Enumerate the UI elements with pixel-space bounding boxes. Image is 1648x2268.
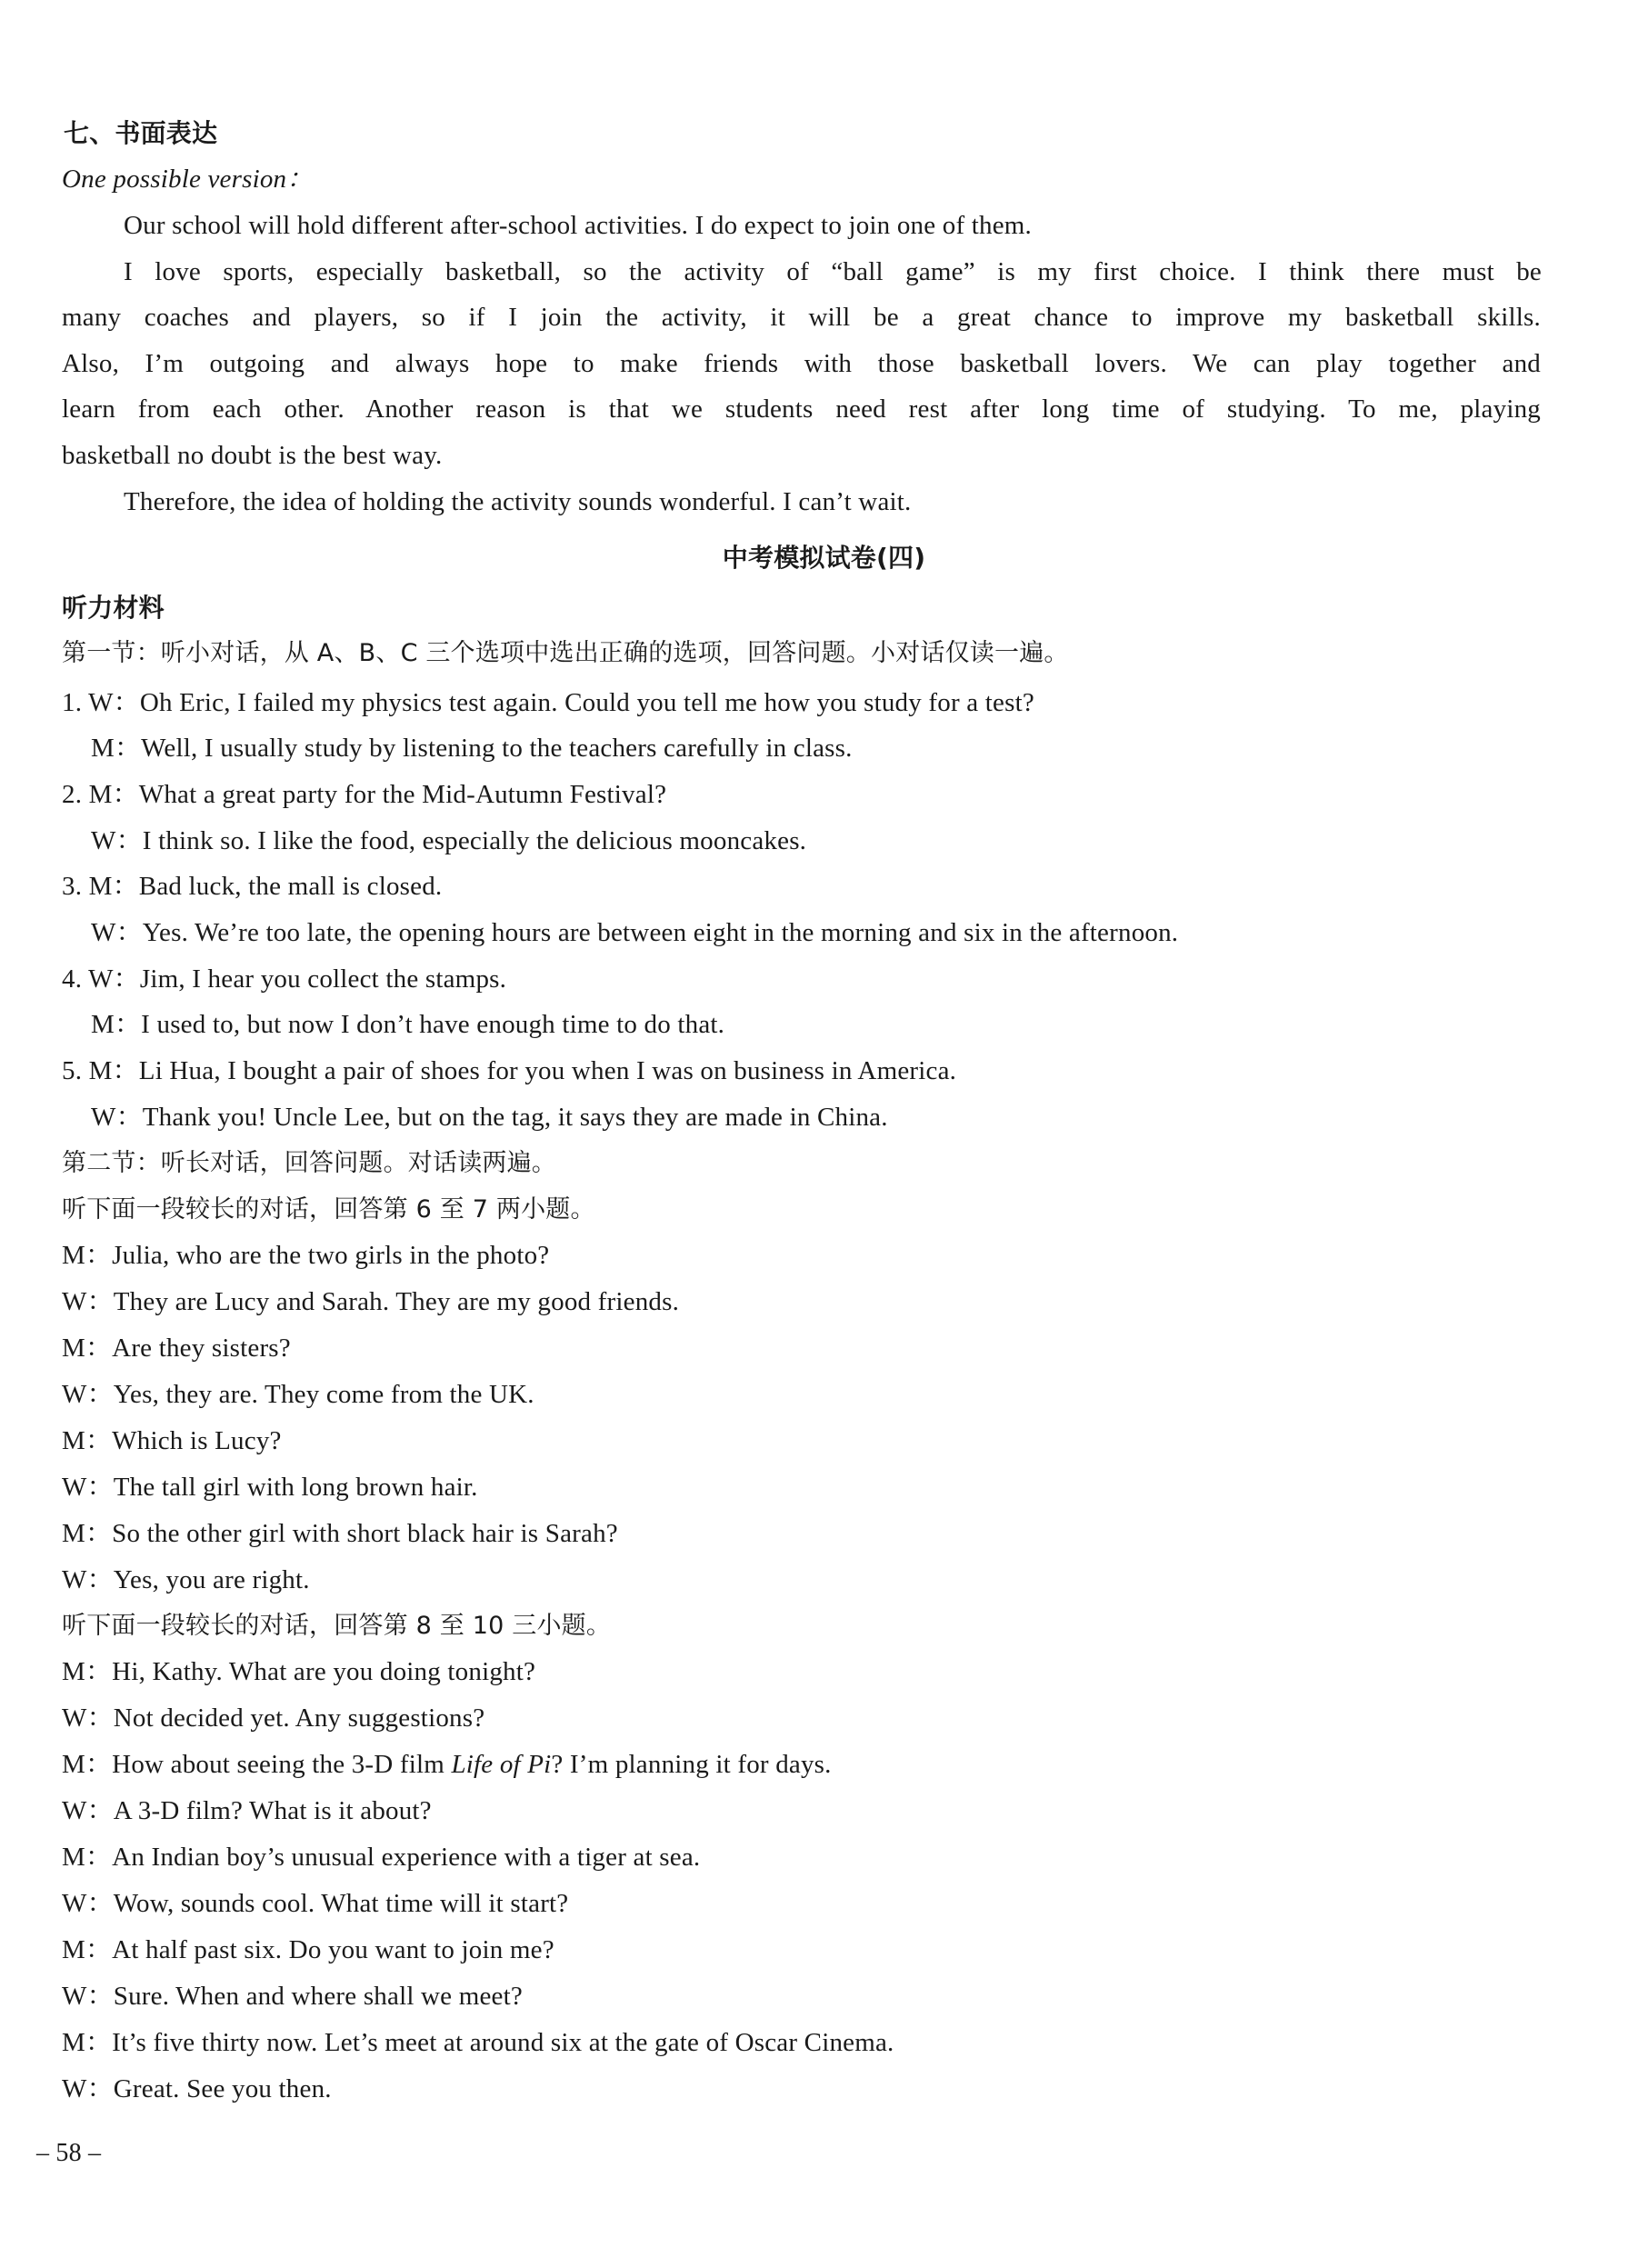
dialog2-instruction: 听下面一段较长的对话，回答第 8 至 10 三小题。 (62, 1612, 612, 1640)
dialog-line: M：Julia, who are the two girls in the photo? (62, 1241, 550, 1270)
essay-paragraph: Our school will hold different after-school activities. I do expect to join one of them. (124, 211, 1032, 240)
dialog-line-text: M：How about seeing the 3-D film (62, 1750, 452, 1779)
dialog-line: M：It’s five thirty now. Let’s meet at around six at the gate of Oscar Cinema. (62, 2028, 894, 2057)
essay-line: basketball no doubt is the best way. (62, 441, 443, 470)
version-label: One possible version： (62, 165, 314, 194)
dialog-line: 4. W：Jim, I hear you collect the stamps. (62, 964, 507, 994)
dialog-line: W：A 3-D film? What is it about? (62, 1796, 432, 1825)
dialog-line: M：So the other girl with short black hair is Sarah? (62, 1519, 618, 1548)
dialog-line-text: ? I’m planning it for days. (551, 1750, 832, 1779)
essay-line: I love sports, especially basketball, so the activity of “ball game” is my first choice. I think there must be (124, 257, 1542, 286)
dialog-line: M：Which is Lucy? (62, 1426, 282, 1455)
dialog-line: W：Yes. We’re too late, the opening hours are between eight in the morning and six in the afternoon. (91, 918, 1179, 947)
dialog-line: W：Sure. When and where shall we meet? (62, 1982, 523, 2011)
dialog-line: W：Not decided yet. Any suggestions? (62, 1703, 485, 1733)
dialog-line: M：At half past six. Do you want to join me? (62, 1935, 554, 1964)
dialog-line: M：Are they sisters? (62, 1334, 291, 1363)
essay-line: learn from each other. Another reason is that we students need rest after long time of studying. To me, playing (62, 395, 1541, 424)
page-number: – 58 – (36, 2139, 102, 2167)
dialog-line: M：Hi, Kathy. What are you doing tonight? (62, 1657, 536, 1686)
dialog-line: M：I used to, but now I don’t have enough time to do that. (91, 1010, 725, 1039)
dialog-line: W：Yes, you are right. (62, 1565, 310, 1594)
dialog1-instruction: 听下面一段较长的对话，回答第 6 至 7 两小题。 (62, 1195, 595, 1224)
dialog-line: W：Thank you! Uncle Lee, but on the tag, it says they are made in China. (91, 1103, 888, 1132)
dialog-line: 1. W：Oh Eric, I failed my physics test again. Could you tell me how you study for a test? (62, 688, 1034, 717)
essay-paragraph: Therefore, the idea of holding the activity sounds wonderful. I can’t wait. (124, 487, 912, 516)
dialog-line (62, 1747, 832, 1782)
dialog-line: W：Great. See you then. (62, 2074, 332, 2103)
dialog-line: M：An Indian boy’s unusual experience with a tiger at sea. (62, 1843, 701, 1872)
dialog-line: W：Yes, they are. They come from the UK. (62, 1380, 534, 1409)
dialog-line: W：They are Lucy and Sarah. They are my good friends. (62, 1287, 680, 1316)
dialog-line: W：I think so. I like the food, especially the delicious mooncakes. (91, 826, 807, 855)
dialog-line: 3. M：Bad luck, the mall is closed. (62, 872, 443, 901)
essay-line: many coaches and players, so if I join the activity, it will be a great chance to improve my basketball skills. (62, 303, 1541, 332)
film-title: Life of Pi (451, 1750, 552, 1779)
essay-line: Also, I’m outgoing and always hope to make friends with those basketball lovers. We can play together and (62, 349, 1541, 378)
part2-instruction: 第二节：听长对话，回答问题。对话读两遍。 (62, 1149, 556, 1177)
dialog-line: W：Wow, sounds cool. What time will it start? (62, 1889, 569, 1918)
dialog-line: M：Well, I usually study by listening to the teachers carefully in class. (91, 734, 853, 763)
dialog-line: W：The tall girl with long brown hair. (62, 1473, 478, 1502)
exam-title: 中考模拟试卷(四) (722, 543, 926, 573)
part1-instruction: 第一节：听小对话，从 A、B、C 三个选项中选出正确的选项，回答问题。小对话仅读一遍。 (62, 639, 1069, 667)
listening-heading: 听力材料 (62, 593, 165, 623)
dialog-line: 5. M：Li Hua, I bought a pair of shoes for you when I was on business in America. (62, 1056, 957, 1085)
section-heading: 七、书面表达 (64, 118, 218, 148)
dialog-line: 2. M：What a great party for the Mid-Autumn Festival? (62, 780, 667, 809)
